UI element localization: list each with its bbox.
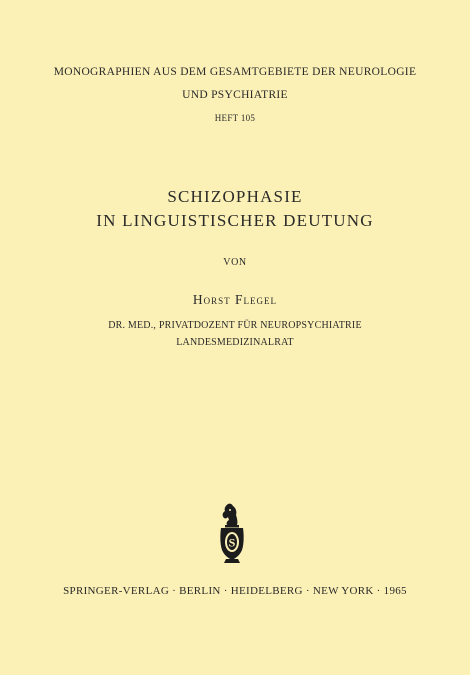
volume-number: HEFT 105	[214, 113, 256, 123]
publisher-imprint: SPRINGER-VERLAG · BERLIN · HEIDELBERG · NEW YORK · 1965	[63, 585, 407, 597]
svg-text:S: S	[228, 535, 236, 550]
byline: VON	[223, 257, 247, 268]
series-title-line-1: MONOGRAPHIEN AUS DEM GESAMTGEBIETE DER NEUROLOGIE	[53, 66, 417, 78]
book-title-line-1: SCHIZOPHASIE	[167, 187, 303, 206]
author-credentials-line-2: LANDESMEDIZINALRAT	[176, 337, 294, 348]
springer-knight-logo-icon	[214, 502, 250, 564]
author-name: Horst Flegel	[192, 292, 278, 307]
book-title-line-2: IN LINGUISTISCHER DEUTUNG	[96, 211, 374, 230]
author-credentials-line-1: DR. MED., PRIVATDOZENT FÜR NEUROPSYCHIATRIE	[108, 320, 362, 331]
series-title-line-2: UND PSYCHIATRIE	[182, 89, 288, 101]
